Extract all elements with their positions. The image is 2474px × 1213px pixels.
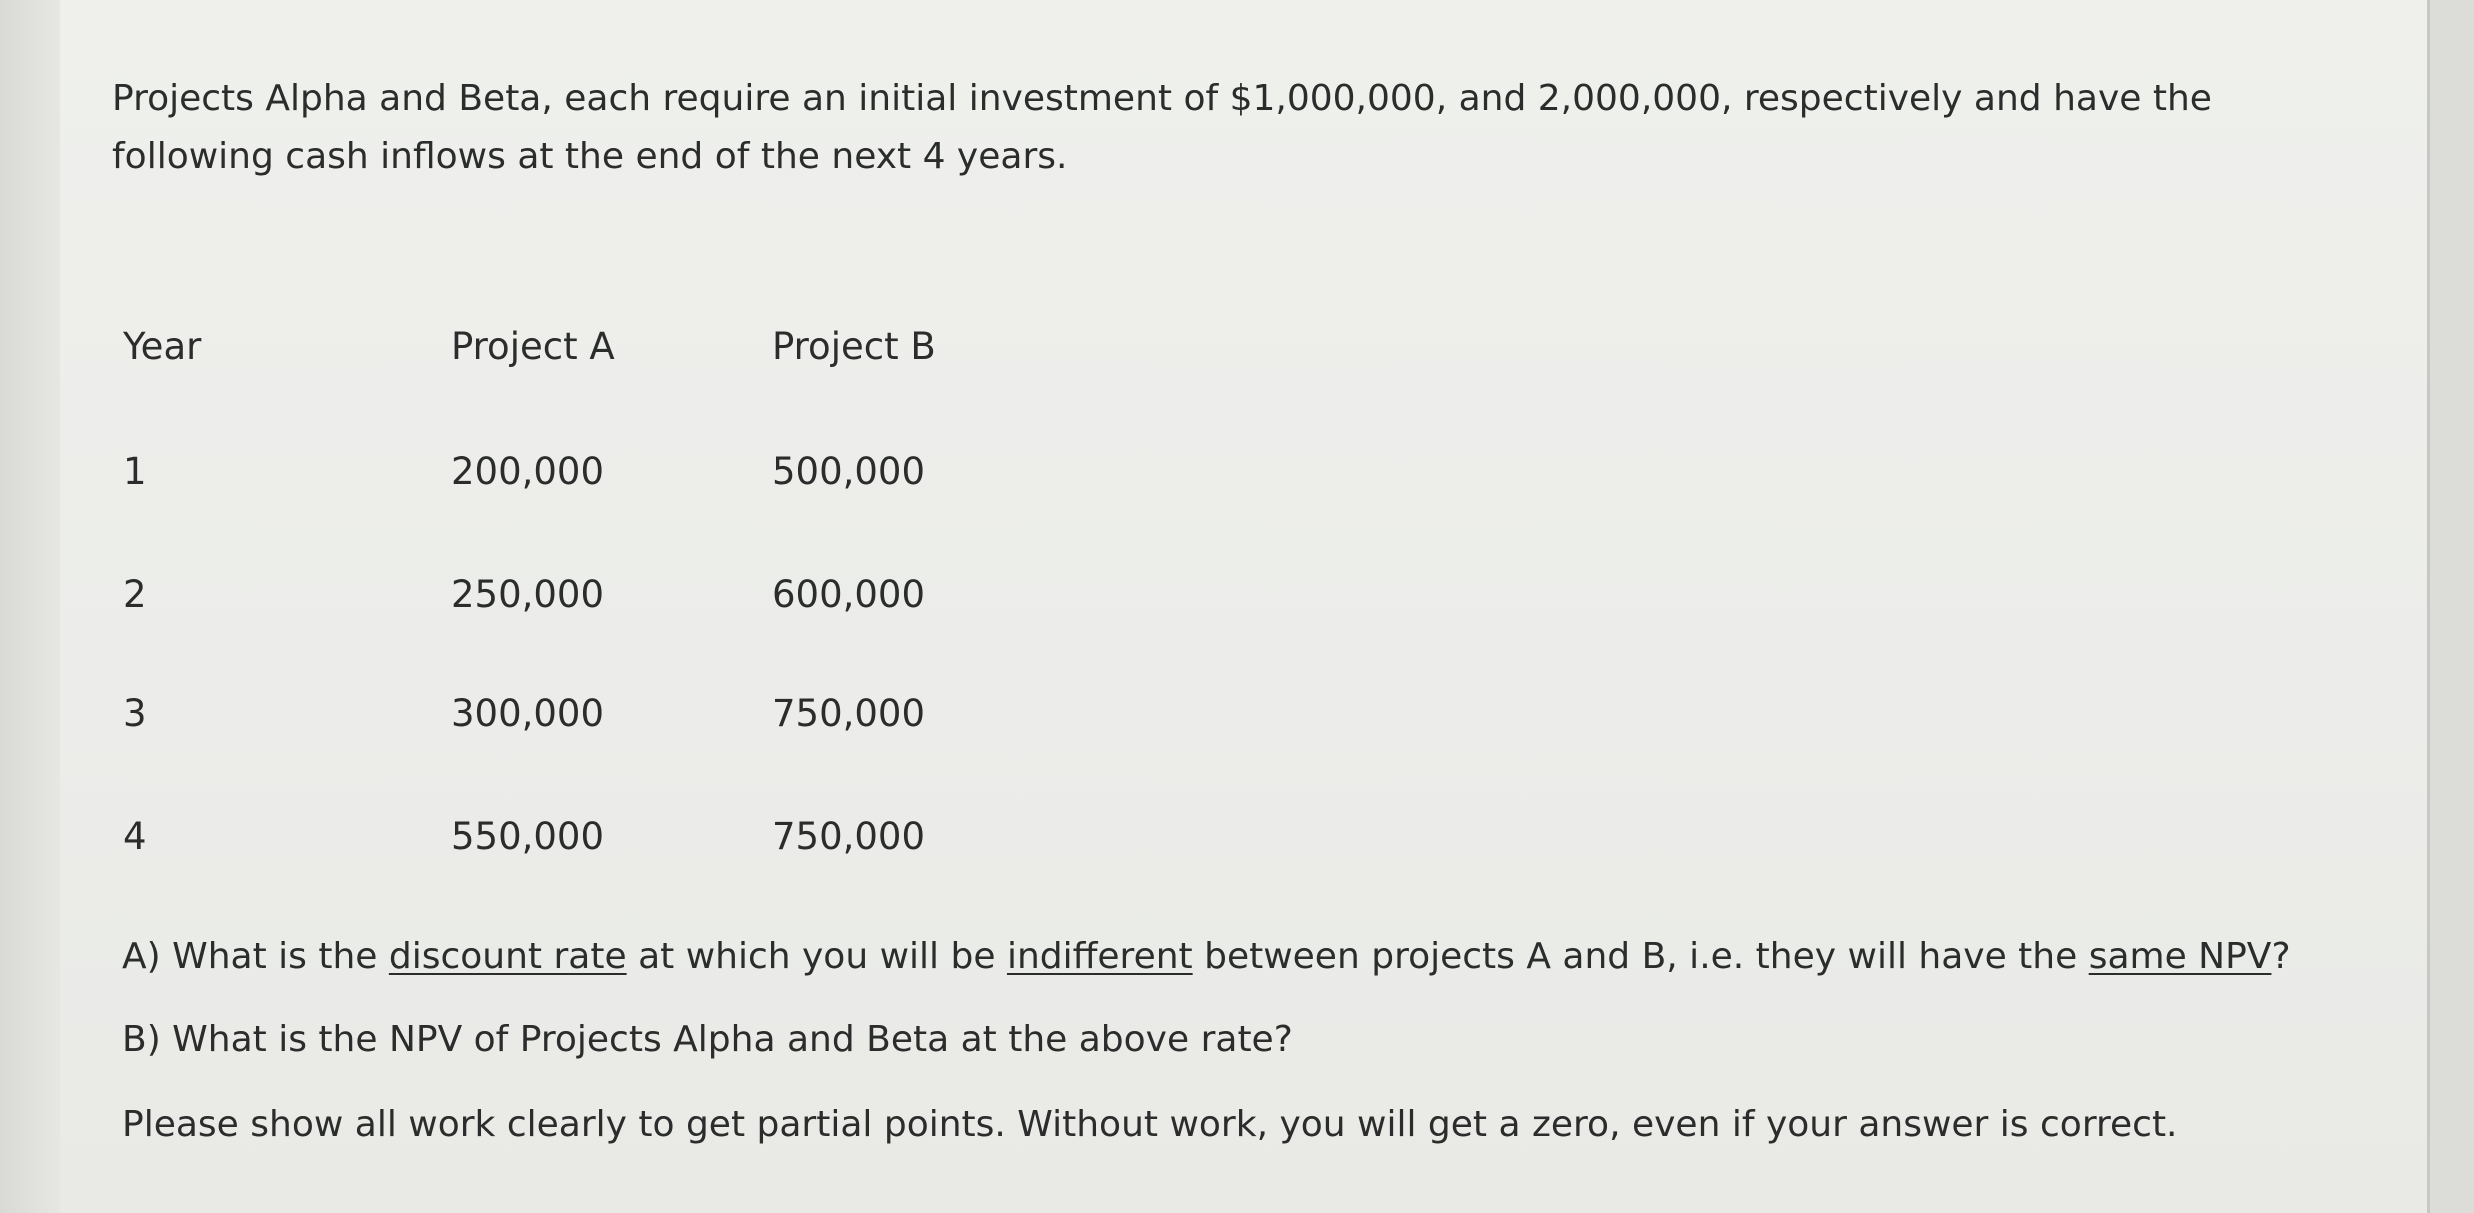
table-cell-year: 3 bbox=[123, 692, 147, 735]
table-cell-project-b: 500,000 bbox=[772, 450, 926, 493]
table-cell-project-b: 600,000 bbox=[772, 573, 926, 616]
underlined-term-same-npv: same NPV bbox=[2088, 936, 2272, 977]
underlined-term-indifferent: indifferent bbox=[1006, 936, 1193, 977]
question-panel bbox=[60, 0, 2430, 1213]
table-cell-project-a: 250,000 bbox=[451, 573, 605, 616]
table-cell-year: 1 bbox=[123, 450, 147, 493]
background-edge-left bbox=[0, 0, 60, 1213]
underlined-term-discount-rate: discount rate bbox=[388, 936, 627, 977]
question-b: B) What is the NPV of Projects Alpha and Beta at the above rate? bbox=[122, 1019, 1293, 1060]
table-cell-year: 2 bbox=[123, 573, 147, 616]
question-a-text: at which you will be bbox=[626, 936, 1007, 977]
table-header-year: Year bbox=[123, 325, 202, 368]
table-header-project-b: Project B bbox=[772, 325, 936, 368]
table-cell-year: 4 bbox=[123, 815, 147, 858]
question-a-text: ? bbox=[2271, 936, 2291, 977]
instructions-text: Please show all work clearly to get partial points. Without work, you will get a zero, even if your answer is correct. bbox=[122, 1104, 2178, 1145]
question-a-text: between projects A and B, i.e. they will have the bbox=[1192, 936, 2089, 977]
question-a-text: A) What is the bbox=[122, 936, 389, 977]
table-cell-project-a: 200,000 bbox=[451, 450, 605, 493]
background-edge-right bbox=[2430, 0, 2474, 1213]
table-cell-project-b: 750,000 bbox=[772, 692, 926, 735]
table-cell-project-b: 750,000 bbox=[772, 815, 926, 858]
problem-intro: Projects Alpha and Beta, each require an initial investment of $1,000,000, and 2,000,000, respectively and have the following cash inflows at the end of the next 4 years. bbox=[112, 78, 2212, 177]
table-cell-project-a: 300,000 bbox=[451, 692, 605, 735]
question-a bbox=[122, 935, 2291, 979]
table-header-project-a: Project A bbox=[451, 325, 615, 368]
table-cell-project-a: 550,000 bbox=[451, 815, 605, 858]
